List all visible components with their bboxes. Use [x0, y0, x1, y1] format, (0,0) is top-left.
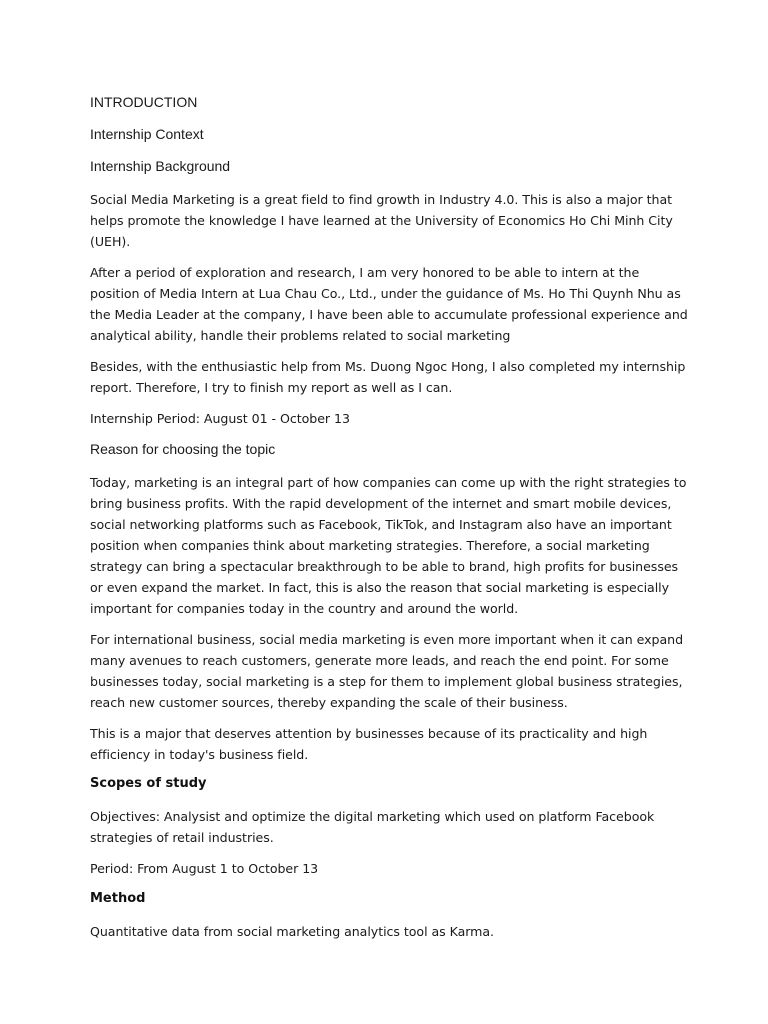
heading-reason-for-topic: Reason for choosing the topic: [90, 441, 276, 457]
paragraph-reason-1: Today, marketing is an integral part of how companies can come up with the right strategies to bring business profits. With the rapid development of the internet and smart mobile devices, social networking platforms such as Facebook, TikTok, and Instagram also have an important position when companies think about marketing strategies. Therefore, a social marketing strategy can bring a spectacular breakthrough to be able to brand, high profits for businesses or even expand the market. In fact, this is also the reason that social marketing is especially important for companies today in the country and around the world.: [90, 475, 687, 616]
period-text: Period: From August 1 to October 13: [90, 861, 319, 876]
heading-internship-background: Internship Background: [90, 158, 231, 174]
heading-introduction: INTRODUCTION: [90, 94, 198, 110]
paragraph-background-2: After a period of exploration and research, I am very honored to be able to intern at the position of Media Intern at Lua Chau Co., Ltd., under the guidance of Ms. Ho Thi Quynh Nhu as the Media Leader at the company, I have been able to accumulate professional experience and analytical ability, handle their problems related to social marketing: [90, 265, 688, 343]
objectives-text: Objectives: Analysist and optimize the digital marketing which used on platform Facebook strategies of retail industries.: [90, 809, 655, 845]
paragraph-background-3: Besides, with the enthusiastic help from Ms. Duong Ngoc Hong, I also completed my internship report. Therefore, I try to finish my report as well as I can.: [90, 359, 686, 395]
internship-period-text: Internship Period: August 01 - October 13: [90, 411, 350, 426]
method-text: Quantitative data from social marketing analytics tool as Karma.: [90, 924, 495, 939]
paragraph-reason-3: This is a major that deserves attention by businesses because of its practicality and high efficiency in today's business field.: [90, 726, 648, 762]
paragraph-reason-2: For international business, social media marketing is even more important when it can expand many avenues to reach customers, generate more leads, and reach the end point. For some businesses today, social marketing is a step for them to implement global business strategies, reach new customer sources, thereby expanding the scale of their business.: [90, 632, 684, 710]
document-page: [90, 93, 690, 952]
heading-scopes-of-study: Scopes of study: [90, 776, 207, 791]
paragraph-background-1: Social Media Marketing is a great field to find growth in Industry 4.0. This is also a major that helps promote the knowledge I have learned at the University of Economics Ho Chi Minh City (UEH).: [90, 192, 673, 249]
heading-internship-context: Internship Context: [90, 126, 204, 142]
heading-method: Method: [90, 891, 146, 906]
